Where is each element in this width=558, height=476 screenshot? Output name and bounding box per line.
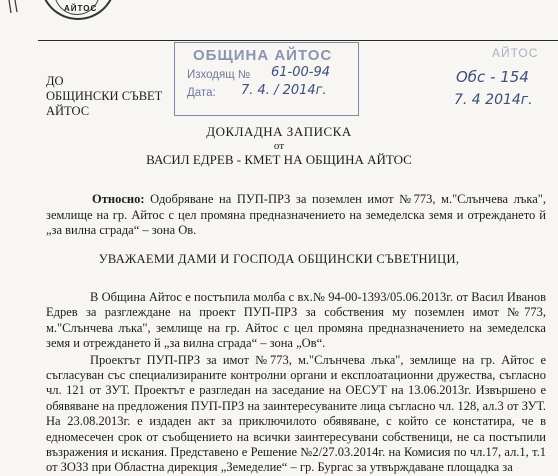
subject-text: Одобряване на ПУП-ПРЗ за поземлен имот №773, м."Слънчева лъка", землище на гр. Айтос с цел промяна предназначението на земеделска земя и отреждането й „за вилна сграда“ – зона Ов. (46, 192, 546, 237)
recipient-line: АЙТОС (46, 104, 90, 118)
seal-text: АЙТОС (64, 4, 98, 13)
council-stamp-title: АЙТОС (492, 46, 539, 60)
recipient-block (46, 74, 162, 119)
salutation: УВАЖАЕМИ ДАМИ И ГОСПОДА ОБЩИНСКИ СЪВЕТНИЦИ, (98, 252, 460, 266)
council-stamp-reference: Обс - 154 (456, 68, 529, 86)
body-text (46, 290, 546, 476)
stamp-date-value: 7. 4. / 2014г. (241, 83, 327, 98)
registration-stamp (174, 42, 359, 116)
recipient-line: ОБЩИНСКИ СЪВЕТ (46, 89, 163, 103)
council-stamp-date: 7. 4 2014г. (454, 92, 533, 108)
handwritten-mark (6, 0, 26, 14)
subject-label: Относно: (92, 192, 145, 206)
stamp-date-label: Дата: (187, 87, 216, 99)
document-author: ВАСИЛ ЕДРЕВ - КМЕТ НА ОБЩИНА АЙТОС (146, 152, 412, 167)
stamp-incoming-number: 61-00-94 (271, 65, 331, 80)
header-rule (38, 40, 558, 41)
body-paragraph: В Община Айтос е постъпила молба с вх.№ 94-00-1393/05.06.2013г. от Васил Иванов Едрев за разглеждане на проект ПУП-ПРЗ за собствения му поземлен имот №773, м."Слънчева лъка", землище на гр. Айтос с цел промяна предназначението на земеделска земя и отреждането й „за вилна сграда“ – зона „Ов“. (46, 290, 546, 351)
document-title: ДОКЛАДНА ЗАПИСКА (206, 124, 352, 139)
document-from: от (273, 140, 285, 152)
body-paragraph: Проектът ПУП-ПРЗ за имот №773, м."Слънчева лъка", землище на гр. Айтос е съгласуван със специализираните контролни органи и експлоатационни дружества, съгласно чл. 121 от ЗУТ. Проектът е разгледан на заседание на ОЕСУТ на 13.06.2013г. Извършено е обявяване на предложения ПУП-ПРЗ на заинтересуваните лица съгласно чл. 128, ал.3 от ЗУТ. На 23.08.2013г. е издаден акт за приключилото обявяване, с който се констатира, че в едномесечен срок от съобщението на всички заинтересувани собственици, не са постъпили възражения и искания. Представено е Решение №2/27.03.2014г. на Комисия по чл.17, ал.1, т.1 от ЗОЗЗ при Областна дирекция „Земеделие“ – гр. Бургас за утвърждаване площадка за (46, 352, 546, 475)
stamp-title: ОБЩИНА АЙТОС (193, 47, 333, 64)
stamp-incoming-label: Изходящ № (187, 69, 251, 81)
recipient-line: ДО (46, 74, 64, 88)
council-stamp (452, 42, 558, 108)
subject-paragraph (46, 192, 546, 239)
